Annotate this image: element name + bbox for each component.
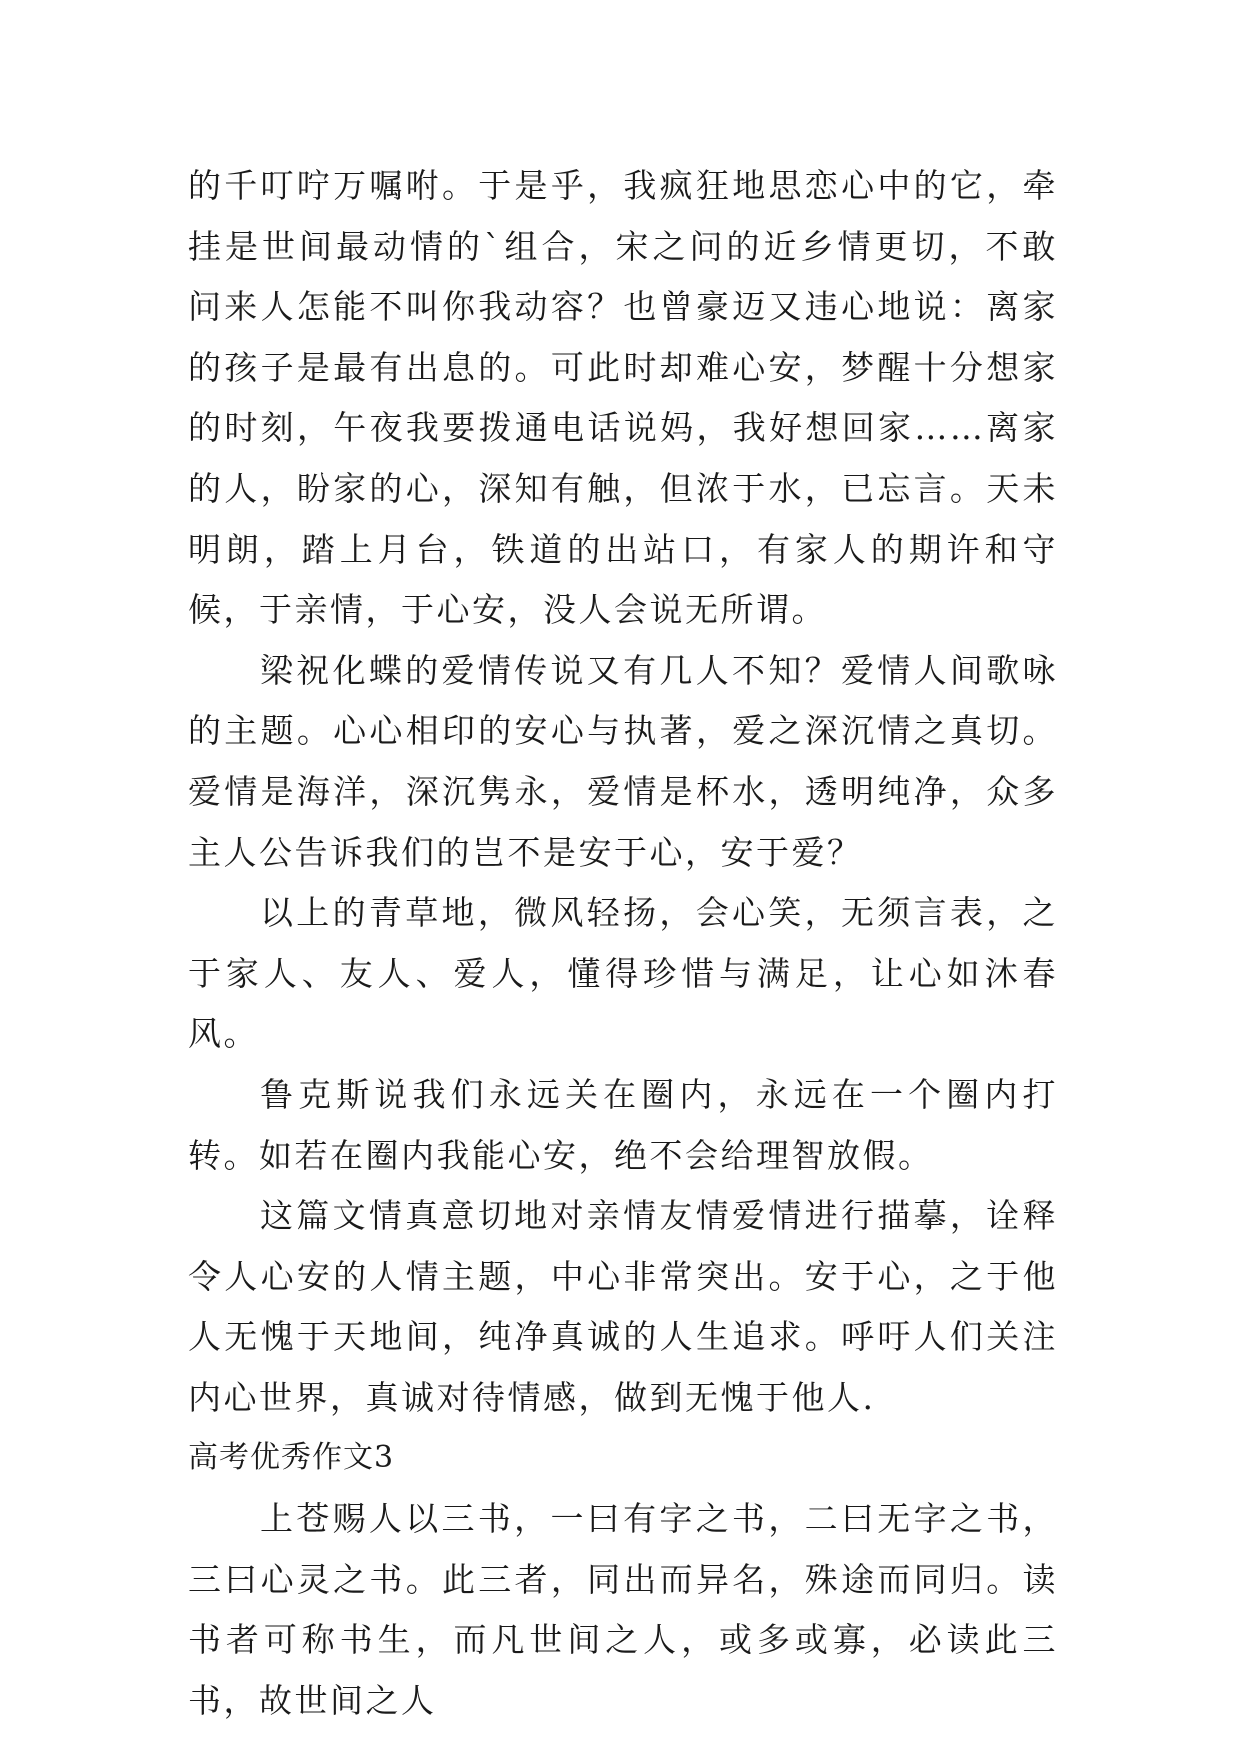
- paragraph-meadow: 以上的青草地，微风轻扬，会心笑，无须言表，之于家人、友人、爱人，懂得珍惜与满足，让心如沐春风。: [188, 893, 1058, 1054]
- paragraph-family-longing: 的千叮咛万嘱咐。于是乎，我疯狂地思恋心中的它，牵挂是世间最动情的`组合，宋之问的近乡情更切，不敢问来人怎能不叫你我动容？也曾豪迈又违心地说：离家的孩子是最有出息的。可此时却难心安，梦醒十分想家的时刻，午夜我要拨通电话说妈，我好想回家……离家的人，盼家的心，深知有触，但浓于水，已忘言。天未明朗，踏上月台，铁道的出站口，有家人的期许和守候，于亲情，于心安，没人会说无所谓。: [188, 166, 1058, 630]
- essay-body: [188, 156, 1058, 1731]
- paragraph-three-books: 上苍赐人以三书，一曰有字之书，二曰无字之书，三曰心灵之书。此三者，同出而异名，殊途而同归。读书者可称书生，而凡世间之人，或多或寡，必读此三书，故世间之人: [188, 1499, 1058, 1720]
- paragraph-love: 梁祝化蝶的爱情传说又有几人不知？爱情人间歌咏的主题。心心相印的安心与执著，爱之深沉情之真切。爱情是海洋，深沉隽永，爱情是杯水，透明纯净，众多主人公告诉我们的岂不是安于心，安于爱？: [188, 650, 1058, 872]
- section-heading: 高考优秀作文3: [188, 1440, 395, 1476]
- paragraph-circle: 鲁克斯说我们永远关在圈内，永远在一个圈内打转。如若在圈内我能心安，绝不会给理智放假。: [188, 1074, 1058, 1175]
- paragraph-commentary: 这篇文情真意切地对亲情友情爱情进行描摹，诠释令人心安的人情主题，中心非常突出。安于心，之于他人无愧于天地间，纯净真诚的人生追求。呼吁人们关注内心世界，真诚对待情感，做到无愧于他人.: [188, 1196, 1058, 1417]
